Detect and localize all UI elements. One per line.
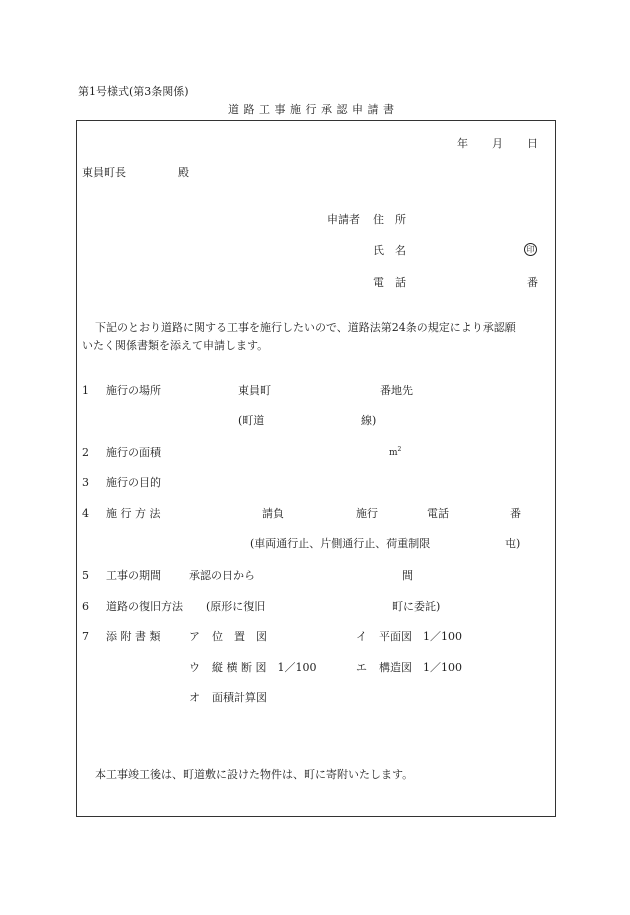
item-7-u: 縦 横 断 図 1／100 [212, 661, 317, 674]
item-7-i: 平面図 1／100 [379, 630, 462, 643]
item-6-restore: (原形に復旧 [206, 600, 266, 613]
item-1-label: 施行の場所 [106, 384, 161, 397]
item-4-restriction: (車両通行止、片側通行止、荷重制限 [250, 537, 431, 550]
item-5-number: 5 [82, 569, 89, 582]
applicant-phone-suffix: 番 [527, 276, 538, 289]
item-2-unit-m: m [389, 448, 398, 458]
item-4-phone: 電話 [427, 507, 449, 520]
item-1-suffix: 番地先 [380, 384, 413, 397]
item-3-number: 3 [82, 476, 89, 489]
addressee-name: 東員町長 [82, 166, 126, 179]
item-7-e-mark: エ [356, 661, 367, 674]
item-3-label: 施行の目的 [106, 476, 161, 489]
item-7-e: 構造図 1／100 [379, 661, 462, 674]
item-7-o: 面積計算図 [212, 691, 267, 704]
item-4-number: 4 [82, 507, 89, 520]
item-6-label: 道路の復旧方法 [106, 600, 183, 613]
item-7-u-mark: ウ [189, 661, 200, 674]
item-7-i-mark: イ [356, 630, 367, 643]
footer-note: 本工事竣工後は、町道敷に設けた物件は、町に寄附いたします。 [95, 768, 414, 781]
date-month: 月 [492, 137, 503, 150]
applicant-phone-label: 電 話 [373, 276, 406, 289]
item-2-number: 2 [82, 446, 89, 459]
item-1-road-close: 線) [361, 414, 377, 427]
item-5-label: 工事の期間 [106, 569, 161, 582]
item-7-o-mark: オ [189, 691, 200, 704]
item-4-ban: 番 [510, 507, 521, 520]
form-box [76, 120, 556, 817]
intro-line-2: いたく関係書類を添えて申請します。 [82, 339, 269, 352]
item-6-entrust: 町に委託) [392, 600, 441, 613]
item-7-a: 位 置 図 [212, 630, 267, 643]
item-4-execution: 施行 [356, 507, 378, 520]
item-7-number: 7 [82, 630, 89, 643]
item-7-label: 添 附 書 類 [106, 630, 161, 643]
item-5-from: 承認の日から [189, 569, 255, 582]
item-7-a-mark: ア [189, 630, 200, 643]
item-4-contract: 請負 [262, 507, 284, 520]
form-number: 第1号様式(第3条関係) [78, 85, 189, 98]
addressee-honorific: 殿 [178, 166, 189, 179]
applicant-label: 申請者 [327, 213, 360, 226]
item-5-duration: 間 [402, 569, 413, 582]
item-2-unit-sup: 2 [397, 446, 402, 453]
item-2-unit [389, 447, 401, 458]
intro-line-1: 下記のとおり道路に関する工事を施行したいので、道路法第24条の規定により承認願 [95, 321, 516, 334]
item-2-label: 施行の面積 [106, 446, 161, 459]
applicant-name-label: 氏 名 [373, 244, 406, 257]
item-1-town: 東員町 [238, 384, 271, 397]
item-4-ton: 屯) [505, 537, 521, 550]
applicant-address-label: 住 所 [373, 213, 406, 226]
item-4-label: 施 行 方 法 [106, 507, 161, 520]
seal-mark: 印 [524, 243, 537, 256]
date-day: 日 [527, 137, 538, 150]
item-1-road-open: (町道 [238, 414, 265, 427]
date-year: 年 [457, 137, 468, 150]
item-6-number: 6 [82, 600, 89, 613]
item-1-number: 1 [82, 384, 89, 397]
form-title: 道路工事施行承認申請書 [228, 103, 399, 116]
